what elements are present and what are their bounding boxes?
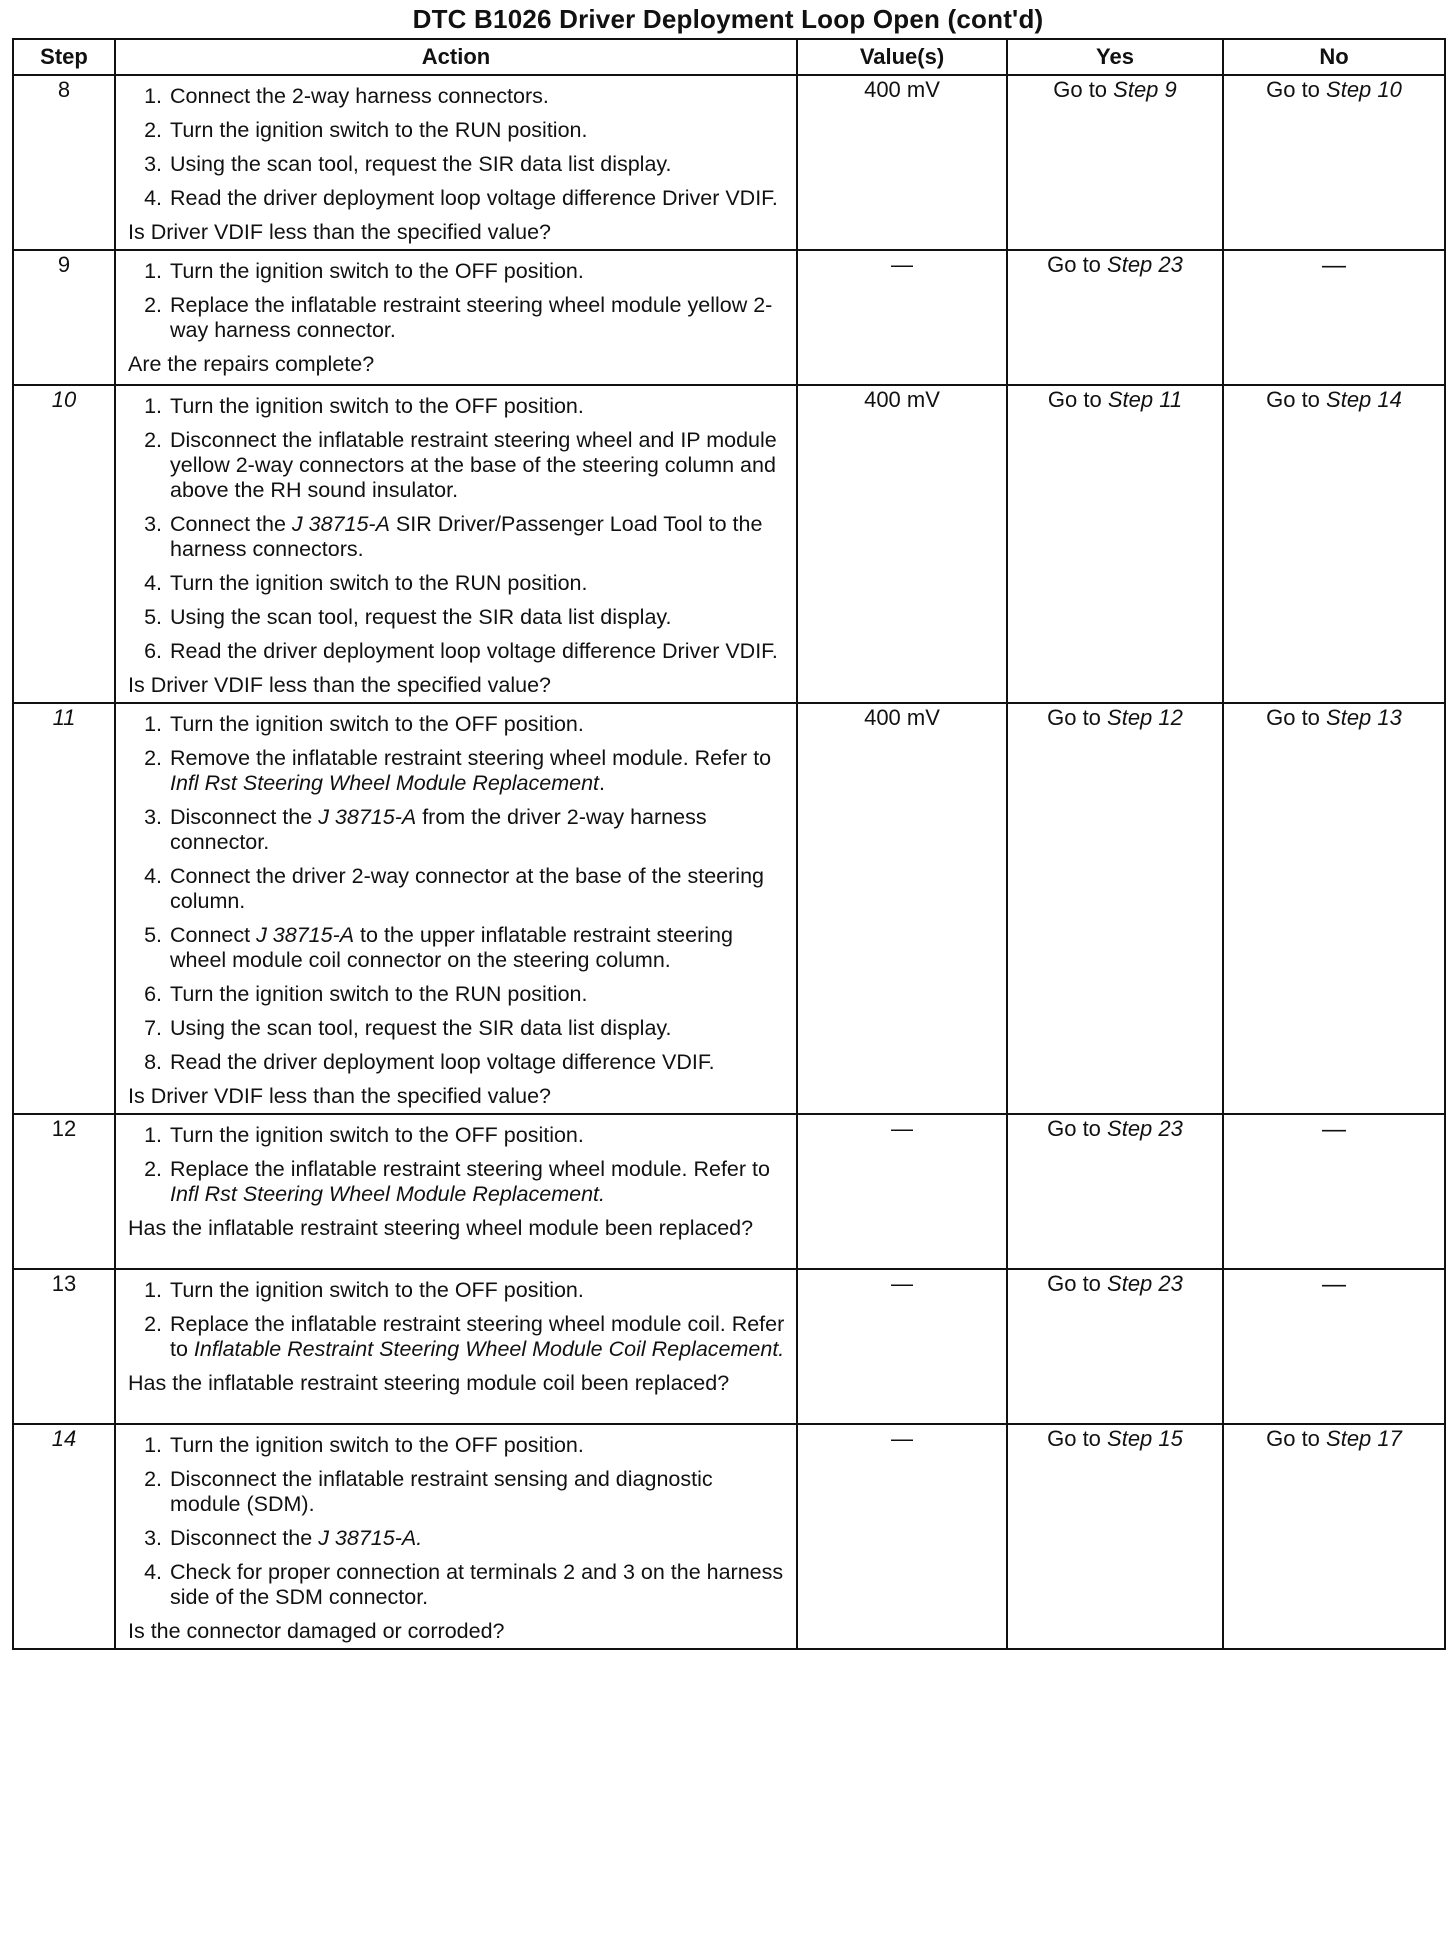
header-yes: Yes [1007,39,1223,75]
text-segment: Turn the ignition switch to the OFF position. [170,1278,584,1302]
action-step-number: 3. [144,152,162,176]
action-cell [115,1269,797,1424]
action-steps [128,259,788,343]
text-segment: Turn the ignition switch to the OFF position. [170,1123,584,1147]
action-cell [115,1424,797,1649]
text-segment: from the driver 2-way harness connector. [170,805,707,854]
no-cell [1223,703,1445,1114]
action-step [128,1467,788,1517]
goto-step-ref: Step 10 [1326,77,1402,102]
step-number: 11 [13,703,115,1114]
no-cell [1223,1424,1445,1649]
no-cell [1223,385,1445,703]
table-row [13,1269,1445,1424]
action-step-text [170,982,788,1007]
action-step [128,605,788,630]
action-step-number: 7. [144,1016,162,1040]
action-step-text [170,1433,788,1458]
header-step: Step [13,39,115,75]
text-segment: Replace the inflatable restraint steering wheel module yellow 2-way harness connector. [170,293,773,342]
action-step-text [170,1560,788,1610]
no-cell [1223,75,1445,250]
dash-mark: — [1322,252,1346,279]
action-question: Is the connector damaged or corroded? [128,1619,505,1643]
action-step-text [170,1526,788,1551]
goto-step-ref: Step 13 [1326,705,1402,730]
yes-cell [1007,703,1223,1114]
text-segment: Read the driver deployment loop voltage difference VDIF. [170,1050,715,1074]
action-step-text [170,1123,788,1148]
goto-step-ref: Step 12 [1107,705,1183,730]
action-step-number: 1. [144,394,162,418]
text-segment: Remove the inflatable restraint steering wheel module. Refer to [170,746,772,770]
goto-prefix: Go to [1266,1426,1327,1451]
goto-prefix: Go to [1047,387,1108,412]
goto-prefix: Go to [1053,77,1114,102]
action-step-number: 2. [144,746,162,770]
action-step-number: 1. [144,712,162,736]
action-step [128,152,788,177]
action-step-text [170,712,788,737]
action-step [128,639,788,664]
action-step-number: 5. [144,923,162,947]
action-step-number: 3. [144,512,162,536]
reference-text: J 38715-A [256,923,355,947]
text-segment: Using the scan tool, request the SIR data list display. [170,605,672,629]
action-step [128,1050,788,1075]
action-step-text [170,605,788,630]
action-step-text [170,571,788,596]
procedure-table [12,38,1446,1650]
action-step [128,1560,788,1610]
action-step-text [170,746,788,796]
text-segment: Connect the driver 2-way connector at the base of the steering column. [170,864,764,913]
step-number: 14 [13,1424,115,1649]
value-cell: 400 mV [797,75,1007,250]
action-question: Is Driver VDIF less than the specified value? [128,673,552,697]
action-step-number: 2. [144,293,162,317]
reference-text: Infl Rst Steering Wheel Module Replacement [170,771,600,795]
header-no: No [1223,39,1445,75]
goto-prefix: Go to [1266,705,1327,730]
action-step-text [170,293,788,343]
action-step-number: 1. [144,1433,162,1457]
text-segment: Connect [170,923,257,947]
text-segment: Turn the ignition switch to the OFF position. [170,394,584,418]
reference-text: Inflatable Restraint Steering Wheel Module Coil Replacement. [193,1337,785,1361]
header-action: Action [115,39,797,75]
reference-text: J 38715-A [291,512,390,536]
goto-step-ref: Step 23 [1107,1271,1183,1296]
text-segment: Replace the inflatable restraint steering wheel module. Refer to [170,1157,770,1181]
action-step [128,1526,788,1551]
action-step-text [170,394,788,419]
action-step-number: 5. [144,605,162,629]
action-step [128,712,788,737]
step-number: 9 [13,250,115,385]
action-step-text [170,118,788,143]
no-cell [1223,1114,1445,1269]
action-step-text [170,805,788,855]
goto-prefix: Go to [1047,1116,1108,1141]
action-step-text [170,259,788,284]
action-step [128,84,788,109]
header-values: Value(s) [797,39,1007,75]
action-step-number: 3. [144,1526,162,1550]
action-step [128,293,788,343]
action-step-text [170,1278,788,1303]
action-step [128,805,788,855]
action-step [128,571,788,596]
reference-text: J 38715-A. [318,1526,423,1550]
action-step-number: 1. [144,84,162,108]
action-step [128,512,788,562]
action-question: Has the inflatable restraint steering wheel module been replaced? [128,1216,754,1240]
text-segment: Disconnect the [170,805,319,829]
action-steps [128,394,788,664]
action-steps [128,84,788,211]
action-question: Is Driver VDIF less than the specified value? [128,220,552,244]
action-step-text [170,1016,788,1041]
action-step-text [170,1050,788,1075]
dash-mark: — [1322,1116,1346,1143]
action-step-number: 6. [144,982,162,1006]
goto-step-ref: Step 17 [1326,1426,1402,1451]
action-step-number: 1. [144,1123,162,1147]
action-step [128,1123,788,1148]
table-row [13,385,1445,703]
table-row [13,250,1445,385]
table-row [13,1114,1445,1269]
action-question: Are the repairs complete? [128,352,375,376]
goto-prefix: Go to [1047,1271,1108,1296]
action-step [128,982,788,1007]
text-segment: Disconnect the inflatable restraint steering wheel and IP module yellow 2-way connectors at the base of the steering column and above the RH sound insulator. [170,428,777,502]
action-step-number: 4. [144,1560,162,1584]
action-step-text [170,1157,788,1207]
step-number: 10 [13,385,115,703]
action-step-number: 1. [144,259,162,283]
action-step-number: 6. [144,639,162,663]
action-step-text [170,84,788,109]
action-step [128,864,788,914]
text-segment: Using the scan tool, request the SIR data list display. [170,152,672,176]
text-segment: Read the driver deployment loop voltage difference Driver VDIF. [170,186,778,210]
action-step-text [170,186,788,211]
dash-mark: — [1322,1271,1346,1298]
value-cell: — [797,1269,1007,1424]
goto-prefix: Go to [1266,387,1327,412]
action-step-number: 2. [144,118,162,142]
step-number: 13 [13,1269,115,1424]
action-step-number: 4. [144,864,162,888]
action-step [128,1433,788,1458]
step-number: 12 [13,1114,115,1269]
action-cell [115,75,797,250]
table-row [13,703,1445,1114]
step-number: 8 [13,75,115,250]
goto-prefix: Go to [1047,705,1108,730]
procedure-rows [13,75,1445,1649]
goto-prefix: Go to [1047,252,1108,277]
text-segment: . [599,771,605,795]
text-segment: Turn the ignition switch to the OFF position. [170,1433,584,1457]
action-steps [128,1433,788,1610]
action-steps [128,1278,788,1362]
text-segment: Check for proper connection at terminals 2 and 3 on the harness side of the SDM connector. [170,1560,784,1609]
action-step-text [170,923,788,973]
yes-cell [1007,1114,1223,1269]
action-step-text [170,152,788,177]
action-step-number: 2. [144,1467,162,1491]
table-row [13,1424,1445,1649]
action-step [128,1157,788,1207]
text-segment: Turn the ignition switch to the OFF position. [170,712,584,736]
goto-step-ref: Step 15 [1107,1426,1183,1451]
action-step [128,923,788,973]
action-step-number: 2. [144,1312,162,1336]
action-step [128,428,788,503]
action-steps [128,712,788,1075]
action-step-number: 2. [144,428,162,452]
action-cell [115,703,797,1114]
action-step-text [170,864,788,914]
action-step [128,394,788,419]
yes-cell [1007,385,1223,703]
action-step [128,1016,788,1041]
action-question: Is Driver VDIF less than the specified value? [128,1084,552,1108]
header-row [13,39,1445,75]
text-segment: Turn the ignition switch to the OFF position. [170,259,584,283]
action-step-text [170,428,788,503]
action-step-number: 1. [144,1278,162,1302]
yes-cell [1007,1424,1223,1649]
action-cell [115,1114,797,1269]
action-step-number: 8. [144,1050,162,1074]
goto-step-ref: Step 11 [1107,387,1183,412]
text-segment: Replace the inflatable restraint steering wheel module coil. Refer to [170,1312,785,1361]
value-cell: 400 mV [797,385,1007,703]
value-cell: — [797,1424,1007,1649]
goto-prefix: Go to [1047,1426,1108,1451]
value-cell: — [797,1114,1007,1269]
text-segment: to the upper inflatable restraint steering wheel module coil connector on the steering column. [170,923,733,972]
yes-cell [1007,75,1223,250]
yes-cell [1007,250,1223,385]
action-step-text [170,1312,788,1362]
action-question: Has the inflatable restraint steering module coil been replaced? [128,1371,730,1395]
text-segment: Using the scan tool, request the SIR data list display. [170,1016,672,1040]
goto-step-ref: Step 9 [1113,77,1177,102]
action-step [128,259,788,284]
action-step-number: 2. [144,1157,162,1181]
text-segment: Turn the ignition switch to the RUN position. [170,571,588,595]
text-segment: Disconnect the [170,1526,319,1550]
text-segment: SIR Driver/Passenger Load Tool to the harness connectors. [170,512,763,561]
text-segment: Turn the ignition switch to the RUN position. [170,118,588,142]
value-cell: 400 mV [797,703,1007,1114]
action-step-text [170,639,788,664]
action-cell [115,250,797,385]
text-segment: Disconnect the inflatable restraint sensing and diagnostic module (SDM). [170,1467,713,1516]
goto-step-ref: Step 23 [1107,252,1183,277]
action-step-text [170,1467,788,1517]
action-step [128,746,788,796]
text-segment: Turn the ignition switch to the RUN position. [170,982,588,1006]
action-step-number: 4. [144,186,162,210]
text-segment: Connect the [170,512,292,536]
no-cell [1223,1269,1445,1424]
goto-prefix: Go to [1266,77,1327,102]
action-step-number: 4. [144,571,162,595]
action-cell [115,385,797,703]
table-row [13,75,1445,250]
goto-step-ref: Step 23 [1107,1116,1183,1141]
yes-cell [1007,1269,1223,1424]
action-step [128,118,788,143]
goto-step-ref: Step 14 [1326,387,1402,412]
reference-text: Infl Rst Steering Wheel Module Replacement. [170,1182,605,1206]
action-step [128,186,788,211]
action-step-number: 3. [144,805,162,829]
action-step-text [170,512,788,562]
text-segment: Read the driver deployment loop voltage difference Driver VDIF. [170,639,778,663]
action-step [128,1312,788,1362]
text-segment: Connect the 2-way harness connectors. [170,84,549,108]
page-title: DTC B1026 Driver Deployment Loop Open (cont'd) [412,4,1044,34]
action-step [128,1278,788,1303]
reference-text: J 38715-A [318,805,417,829]
action-steps [128,1123,788,1207]
value-cell: — [797,250,1007,385]
no-cell [1223,250,1445,385]
